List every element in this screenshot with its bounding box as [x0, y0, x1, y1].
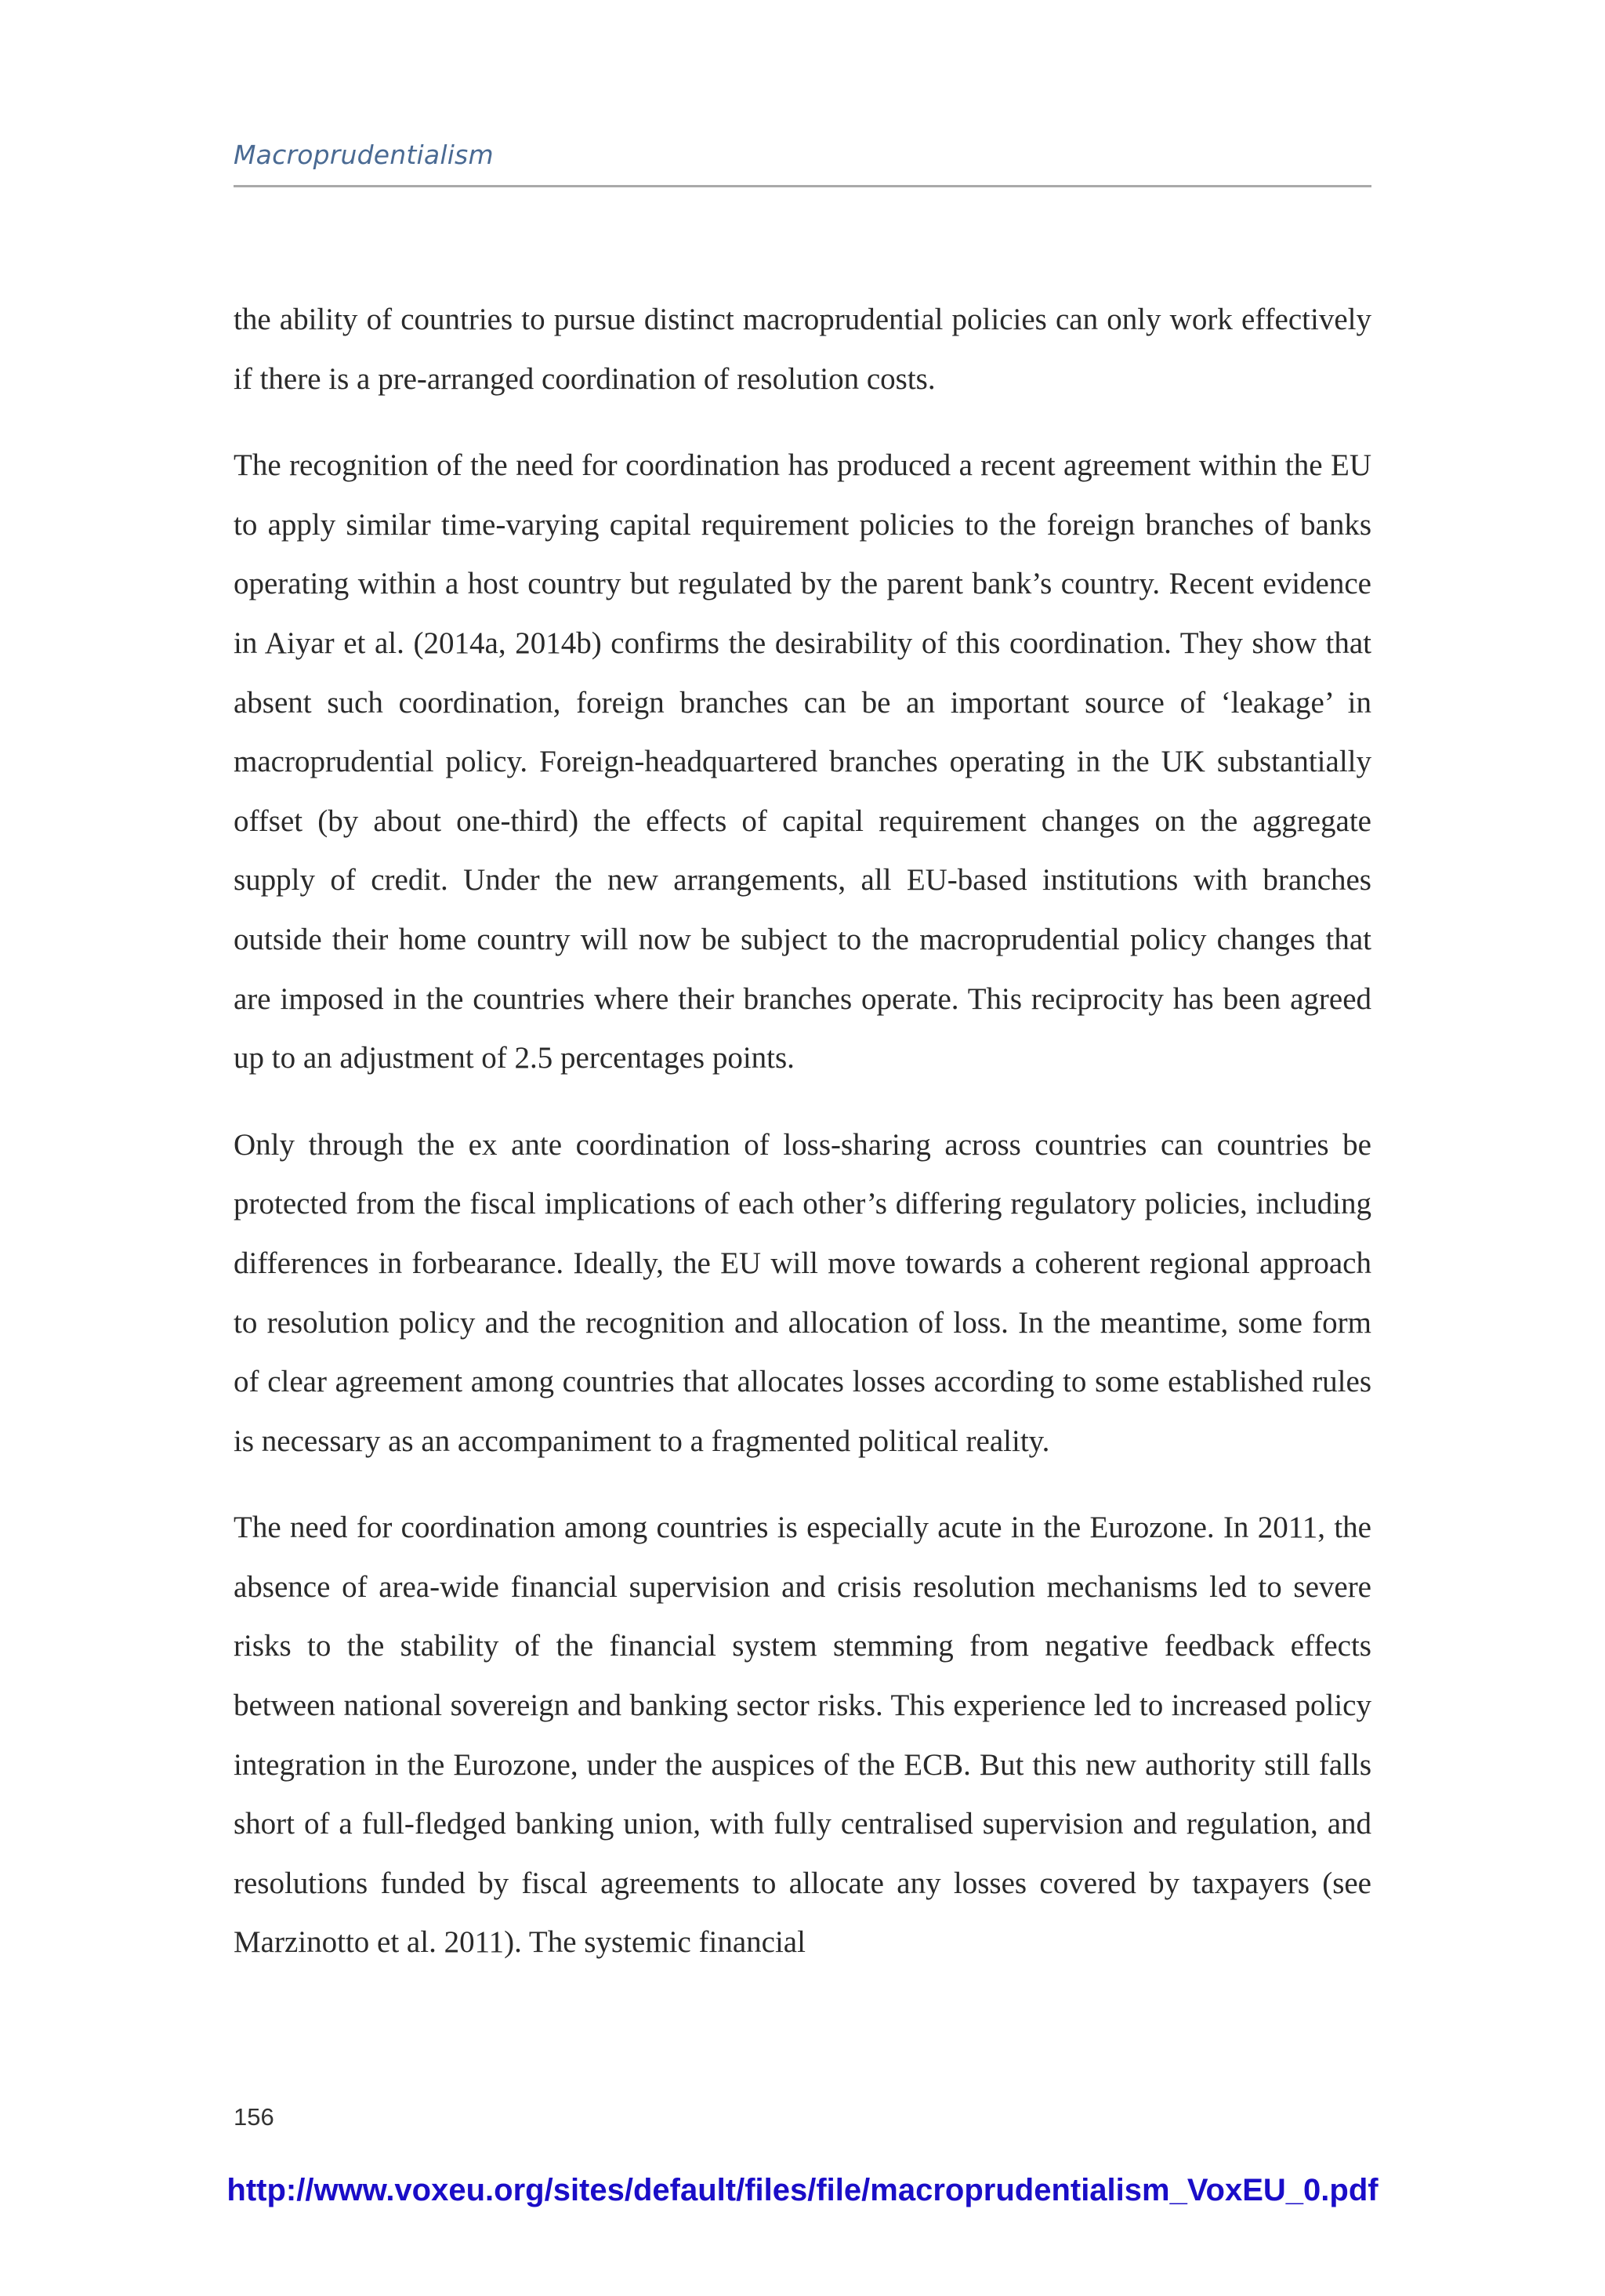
paragraph-3: Only through the ex ante coordination of loss-sharing across countries can countries be protected from the fiscal implications of each other’s differing regulatory policies, including differences in forbearance. Ideally, the EU will move towards a coherent regional approach to resolution policy and the recognition and allocation of loss. In the meantime, some form of clear agreement among countries that allocates losses according to some established rules is necessary as an accompaniment to a fragmented political reality.: [234, 1127, 1371, 1458]
page-number: 156: [234, 2103, 274, 2131]
header-divider: [234, 185, 1371, 187]
source-url-link[interactable]: http://www.voxeu.org/sites/default/files/file/macroprudentialism_VoxEU_0.pdf: [226, 2173, 1379, 2207]
running-header-title: Macroprudentialism: [234, 140, 494, 170]
body-text: [234, 290, 1371, 2000]
paragraph-2: The recognition of the need for coordination has produced a recent agreement within the EU to apply similar time-varying capital requirement policies to the foreign branches of banks operating within a host country but regulated by the parent bank’s country. Recent evidence in Aiyar et al. (2014a, 2014b) confirms the desirability of this coordination. They show that absent such coordination, foreign branches can be an important source of ‘leakage’ in macroprudential policy. Foreign-headquartered branches operating in the UK substantially offset (by about one-third) the effects of capital requirement changes on the aggregate supply of credit. Under the new arrangements, all EU-based institutions with branches outside their home country will now be subject to the macroprudential policy changes that are imposed in the countries where their branches operate. This reciprocity has been agreed up to an adjustment of 2.5 percentages points.: [234, 448, 1371, 1075]
paragraph-1: the ability of countries to pursue distinct macroprudential policies can only work effectively if there is a pre-arranged coordination of resolution costs.: [234, 303, 1371, 396]
paragraph-4: The need for coordination among countries is especially acute in the Eurozone. In 2011, the absence of area-wide financial supervision and crisis resolution mechanisms led to severe risks to the stability of the financial system stemming from negative feedback effects between national sovereign and banking sector risks. This experience led to increased policy integration in the Eurozone, under the auspices of the ECB. But this new authority still falls short of a full-fledged banking union, with fully centralised supervision and regulation, and resolutions funded by fiscal agreements to allocate any losses covered by taxpayers (see Marzinotto et al. 2011). The systemic financial: [234, 1511, 1371, 1960]
